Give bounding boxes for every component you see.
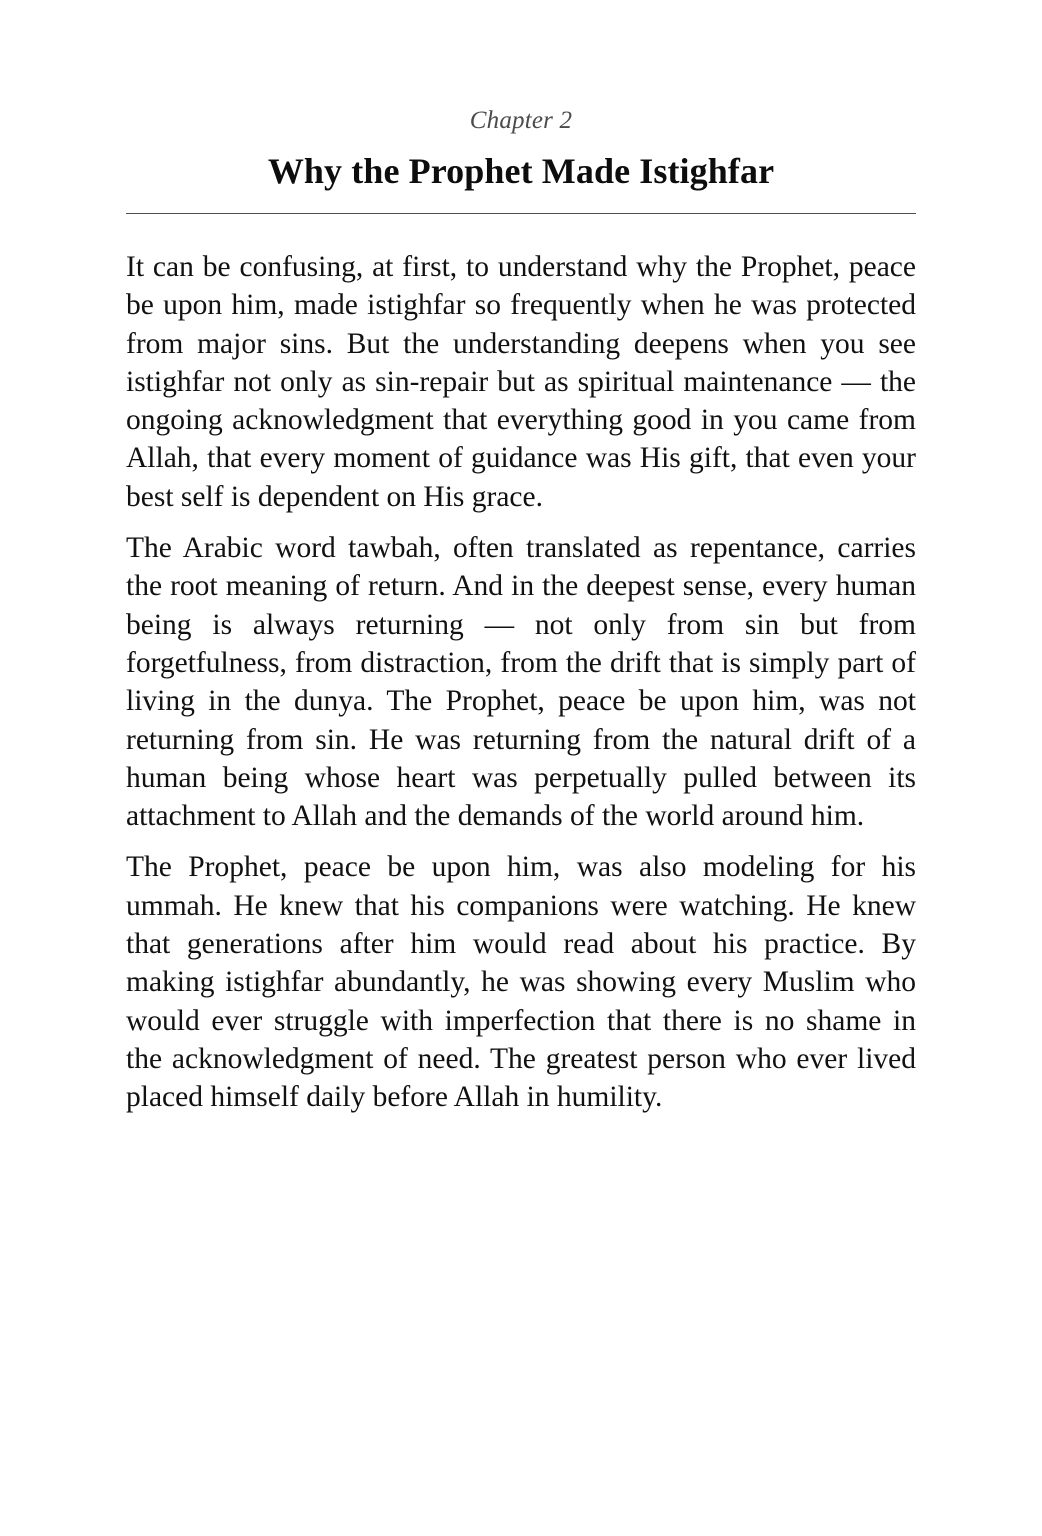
body-paragraph: It can be confusing, at first, to understand why the Prophet, peace be upon him, made istighfar so frequently when he was protected from major sins. But the understanding deepens when you see istighfar not only as sin-repair but as spiritual maintenance — the ongoing acknowledgment that everything good in you came from Allah, that every moment of guidance was His gift, that even your best self is dependent on His grace. [126, 251, 916, 513]
chapter-number-label: Chapter 2 [469, 107, 573, 134]
page-content-column [126, 0, 916, 1117]
body-paragraph: The Arabic word tawbah, often translated as repentance, carries the root meaning of return. And in the deepest sense, every human being is always returning — not only from sin but from forgetfulness, from distraction, from the drift that is simply part of living in the dunya. The Prophet, peace be upon him, was not returning from sin. He was returning from the natural drift of a human being whose heart was perpetually pulled between its attachment to Allah and the demands of the world around him. [126, 532, 916, 833]
body-text-block [126, 248, 916, 1117]
page-title: Why the Prophet Made Istighfar [267, 151, 775, 191]
body-paragraph: The Prophet, peace be upon him, was also modeling for his ummah. He knew that his companions were watching. He knew that generations after him would read about his practice. By making istighfar abundantly, he was showing every Muslim who would ever struggle with imperfection that there is no shame in the acknowledgment of need. The greatest person who ever lived placed himself daily before Allah in humility. [126, 851, 916, 1114]
title-divider-rule [126, 213, 916, 214]
